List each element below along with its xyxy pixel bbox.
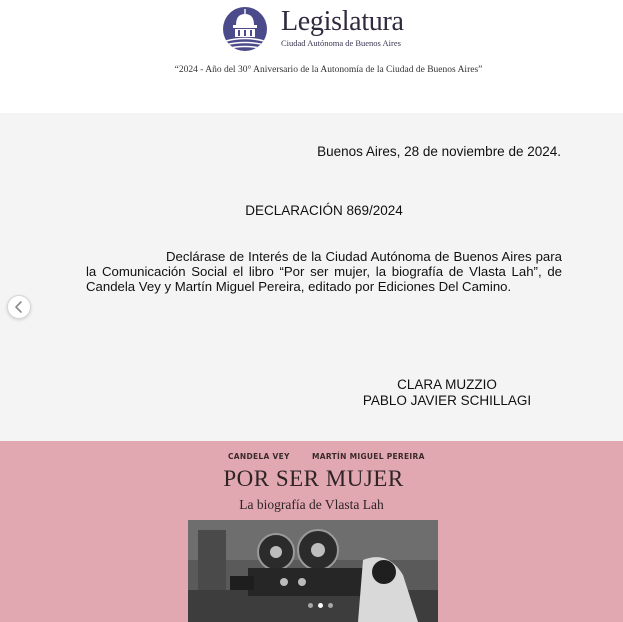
letterhead <box>0 0 623 113</box>
declaration-text: Declárase de Interés de la Ciudad Autónoma de Buenos Aires para la Comunicación Social el libro “Por ser mujer, la biografía de Vlasta Lah”, de Candela Vey y Martín Miguel Pereira, editado por Ediciones Del Camino. <box>86 249 562 294</box>
book-subtitle: La biografía de Vlasta Lah <box>239 497 384 512</box>
declaration-number: DECLARACIÓN 869/2024 <box>245 203 403 218</box>
brand-name: Legislatura <box>281 6 404 37</box>
chevron-left-icon <box>8 296 30 318</box>
book-author-2: MARTÍN MIGUEL PEREIRA <box>312 452 425 461</box>
carousel-dot-active[interactable] <box>318 603 323 608</box>
document-date: Buenos Aires, 28 de noviembre de 2024. <box>317 144 561 159</box>
annual-motto: “2024 - Año del 30° Aniversario de la Autonomía de la Ciudad de Buenos Aires” <box>174 65 483 75</box>
legislatura-logo-icon <box>222 3 268 53</box>
declaration-document <box>0 113 623 441</box>
carousel-dot[interactable] <box>328 603 333 608</box>
signatory-1: CLARA MUZZIO <box>397 377 497 392</box>
signatory-2: PABLO JAVIER SCHILLAGI <box>362 393 532 408</box>
carousel-indicators <box>300 603 340 611</box>
brand-subtitle: Ciudad Autónoma de Buenos Aires <box>281 38 401 48</box>
carousel-dot[interactable] <box>308 603 313 608</box>
book-author-1: CANDELA VEY <box>228 452 290 461</box>
book-title: POR SER MUJER <box>223 466 404 491</box>
book-cover <box>0 441 623 622</box>
carousel-prev-button[interactable] <box>7 295 31 319</box>
